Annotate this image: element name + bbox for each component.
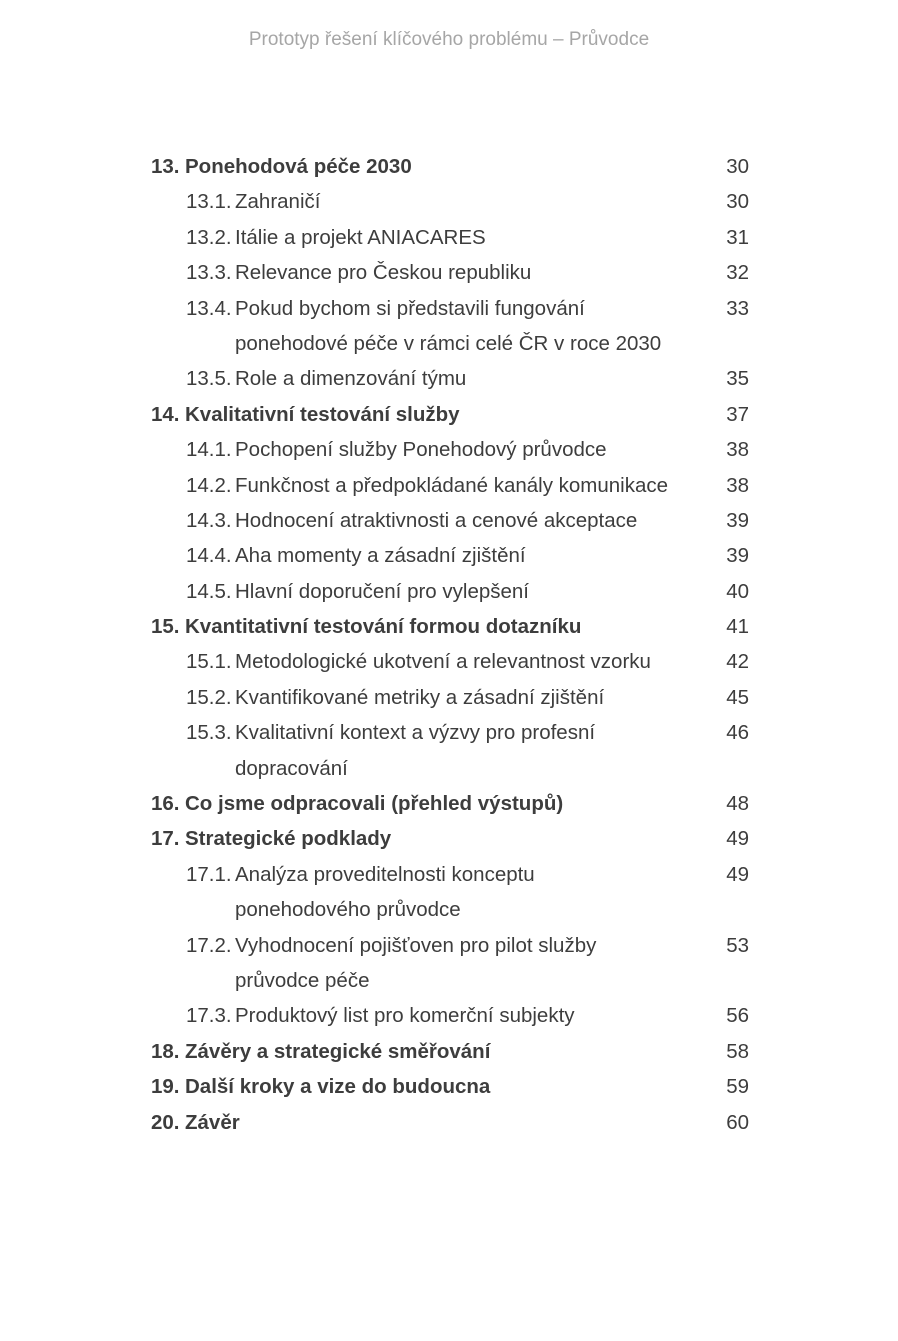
toc-entry-title [235,184,699,219]
toc-entry-title [235,361,699,396]
toc-entry-title [235,857,699,928]
toc-entry-title-line: Metodologické ukotvení a relevantnost vzorku [235,650,651,674]
toc-entry-title-line: Analýza proveditelnosti konceptu [235,862,535,886]
toc-entry[interactable] [151,503,749,538]
toc-entry-page-number: 53 [726,933,749,957]
toc-entry-title-line: Vyhodnocení pojišťoven pro pilot služby [235,933,597,957]
toc-entry-title [235,255,699,290]
toc-entry-title-line: Funkčnost a předpokládané kanály komunikace [235,473,669,497]
toc-entry-page-number: 39 [726,508,749,532]
toc-entry-title-line: Závěr [185,1110,240,1134]
toc-entry-page-number: 35 [726,367,749,391]
toc-entry-title [185,1034,699,1069]
toc-entry-number: 17.3. [186,1004,232,1028]
toc-entry-page-number: 42 [726,650,749,674]
toc-entry-title-line: Relevance pro Českou republiku [235,261,532,285]
toc-entry[interactable] [151,1105,749,1140]
toc-entry-number: 13.5. [186,367,232,391]
toc-entry-title-line: Aha momenty a zásadní zjištění [235,544,526,568]
toc-entry-title [235,432,699,467]
toc-entry-page-number: 60 [726,1110,749,1134]
page-header: Prototyp řešení klíčového problému – Průvodce [248,29,650,50]
toc-entry-title [185,609,699,644]
toc-entry-title-line: Další kroky a vize do budoucna [185,1075,491,1099]
toc-entry-title [185,149,699,184]
toc-entry[interactable] [151,821,749,856]
toc-entry-title [185,786,699,821]
toc-entry[interactable] [151,432,749,467]
toc-entry[interactable] [151,149,749,184]
toc-entry[interactable] [151,397,749,432]
toc-entry-title [235,998,699,1033]
toc-entry-page-number: 45 [726,685,749,709]
toc-entry-page-number: 32 [726,261,749,285]
toc-entry-number: 17. [151,827,180,851]
toc-entry-title [235,644,699,679]
toc-entry-number: 14. [151,402,180,426]
toc-entry-title-line: Hlavní doporučení pro vylepšení [235,579,530,603]
toc-entry-number: 16. [151,792,180,816]
toc-entry[interactable] [151,574,749,609]
toc-entry-number: 20. [151,1110,180,1134]
toc-entry-page-number: 30 [726,155,749,178]
toc-entry-title-line: Co jsme odpracovali (přehled výstupů) [185,792,564,816]
toc-entry-page-number: 30 [726,190,749,214]
toc-entry-title [235,715,699,786]
toc-entry-title-line: Závěry a strategické směřování [185,1039,491,1063]
toc-entry-number: 15.3. [186,721,232,745]
toc-entry-page-number: 41 [726,615,749,639]
toc-entry-title-line: Kvantitativní testování formou dotazníku [185,615,582,639]
toc-entry-page-number: 33 [726,296,749,320]
toc-entry-number: 14.4. [186,544,232,568]
toc-entry[interactable] [151,786,749,821]
toc-entry[interactable] [151,609,749,644]
toc-entry-number: 19. [151,1075,180,1099]
toc-entry[interactable] [151,1069,749,1104]
toc-entry-page-number: 56 [726,1004,749,1028]
toc-entry-page-number: 59 [726,1075,749,1099]
toc-entry-title-line: Kvalitativní kontext a výzvy pro profesní [235,721,596,745]
toc-entry[interactable] [151,680,749,715]
toc-entry-title [235,468,699,503]
toc-entry-title-line: Zahraničí [235,190,321,214]
toc-entry-number: 15. [151,615,180,639]
toc-entry-page-number: 49 [726,827,749,851]
toc-entry-page-number: 37 [726,402,749,426]
toc-entry-page-number: 31 [726,225,749,249]
toc-entry-title-line: Pochopení služby Ponehodový průvodce [235,438,607,462]
toc-entry-title-line: ponehodové péče v rámci celé ČR v roce 2030 [235,331,662,355]
toc-entry[interactable] [151,468,749,503]
toc-entry-number: 14.5. [186,579,232,603]
toc-entry-number: 17.1. [186,862,232,886]
toc-entry-title [185,397,699,432]
toc-entry-number: 15.1. [186,650,232,674]
toc-entry-number: 13.1. [186,190,232,214]
toc-entry-title-line: Kvantifikované metriky a zásadní zjištění [235,685,605,709]
toc-entry-title [185,1069,699,1104]
toc-entry[interactable] [151,255,749,290]
toc-entry-page-number: 38 [726,473,749,497]
toc-entry-number: 18. [151,1039,180,1063]
toc-entry[interactable] [151,184,749,219]
toc-entry-page-number: 58 [726,1039,749,1063]
toc-entry[interactable] [151,998,749,1033]
toc-entry-number: 13.4. [186,296,232,320]
toc-entry-page-number: 40 [726,579,749,603]
toc-entry[interactable] [151,361,749,396]
toc-entry-title-line: Pokud bychom si představili fungování [235,296,585,320]
toc-entry-title-line: ponehodového průvodce [235,898,461,922]
toc-entry-number: 15.2. [186,685,232,709]
toc-entry-number: 13.3. [186,261,232,285]
toc-entry[interactable] [151,538,749,573]
toc-entry-page-number: 48 [726,792,749,816]
toc-entry-title [235,291,699,362]
toc-entry[interactable] [151,1034,749,1069]
toc-entry-title [235,503,699,538]
toc-entry-title-line: Produktový list pro komerční subjekty [235,1004,575,1028]
toc-entry-page-number: 38 [726,438,749,462]
toc-entry[interactable] [151,857,749,928]
toc-entry[interactable] [151,291,749,362]
toc-entry-number: 17.2. [186,933,232,957]
toc-entry-title-line: Kvalitativní testování služby [185,402,460,426]
toc-entry-number: 14.1. [186,438,232,462]
table-of-contents [151,149,749,1140]
toc-entry-title [235,680,699,715]
toc-entry[interactable] [151,644,749,679]
toc-entry-title-line: Ponehodová péče 2030 [185,155,412,178]
toc-entry-title [235,574,699,609]
toc-entry-title-line: Itálie a projekt ANIACARES [235,225,486,249]
toc-entry-title-line: průvodce péče [235,968,370,992]
toc-entry-title [235,928,699,999]
toc-entry-title [185,1105,699,1140]
toc-entry-title [235,220,699,255]
toc-entry[interactable] [151,220,749,255]
toc-entry-number: 14.2. [186,473,232,497]
toc-entry[interactable] [151,928,749,999]
toc-entry-title-line: dopracování [235,756,348,780]
toc-entry-number: 14.3. [186,508,232,532]
toc-entry-page-number: 39 [726,544,749,568]
toc-entry[interactable] [151,715,749,786]
toc-entry-title [235,538,699,573]
toc-entry-title-line: Role a dimenzování týmu [235,367,467,391]
toc-entry-title-line: Hodnocení atraktivnosti a cenové akceptace [235,508,638,532]
toc-entry-number: 13.2. [186,225,232,249]
toc-entry-page-number: 46 [726,721,749,745]
toc-entry-title-line: Strategické podklady [185,827,392,851]
toc-entry-number: 13. [151,155,180,178]
toc-entry-page-number: 49 [726,862,749,886]
toc-entry-title [185,821,699,856]
